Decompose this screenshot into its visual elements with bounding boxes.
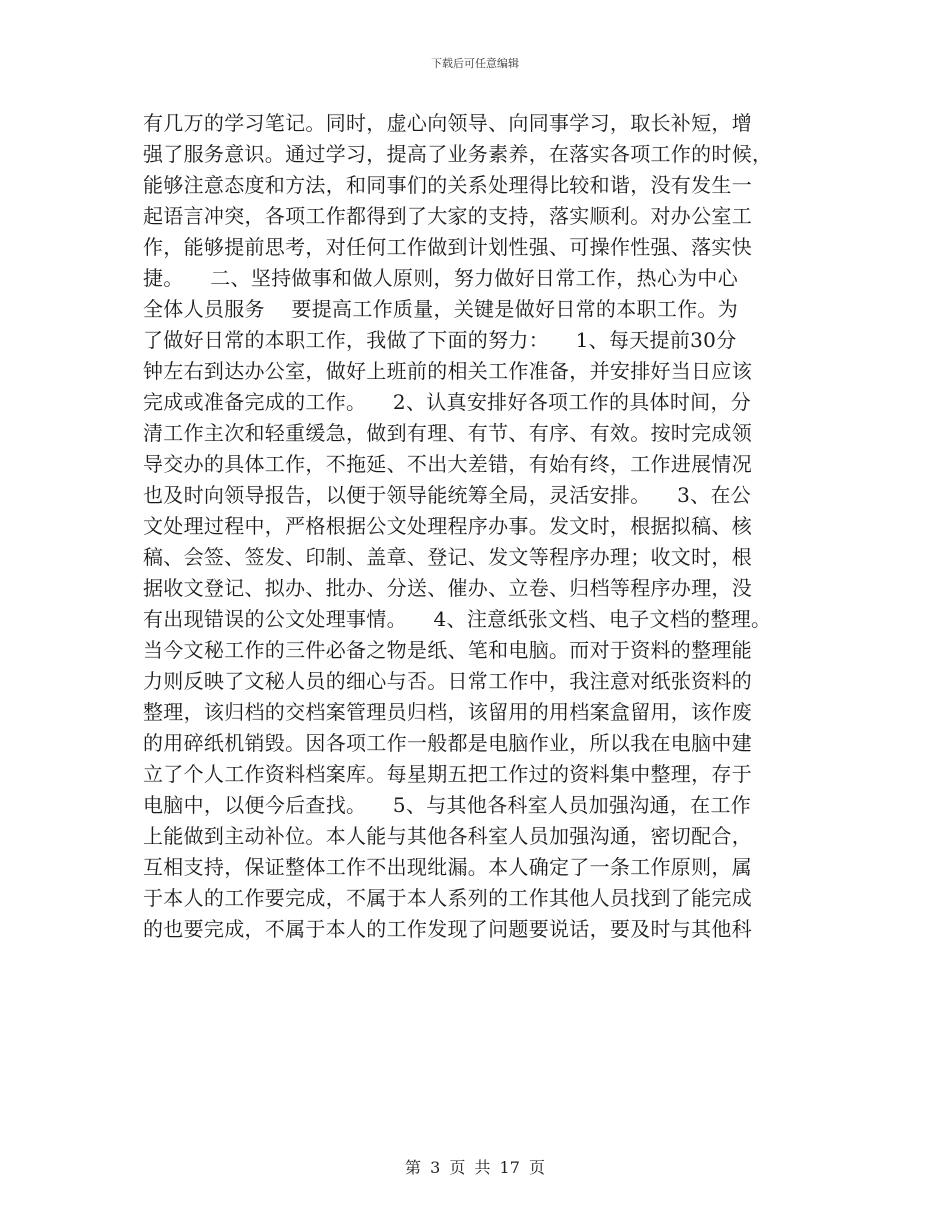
text-line: 互相支持，保证整体工作不出现纰漏。本人确定了一条工作原则，属 bbox=[143, 855, 752, 879]
text-line: 钟左右到达办公室，做好上班前的相关工作准备，并安排好当日应该 bbox=[143, 359, 752, 383]
text-line: 当今文秘工作的三件必备之物是纸、笔和电脑。而对于资料的整理能 bbox=[143, 638, 752, 662]
text-line: 了做好日常的本职工作，我做了下面的努力： 1、每天提前30分 bbox=[143, 328, 737, 352]
text-line: 也及时向领导报告，以便于领导能统筹全局，灵活安排。 3、在公 bbox=[143, 483, 752, 507]
document-body bbox=[143, 108, 813, 945]
text-line: 稿、会签、签发、印制、盖章、登记、发文等程序办理；收文时，根 bbox=[143, 545, 752, 569]
text-line: 整理，该归档的交档案管理员归档，该留用的用档案盒留用，该作废 bbox=[143, 700, 752, 724]
text-line: 文处理过程中，严格根据公文处理程序办事。发文时，根据拟稿、核 bbox=[143, 514, 752, 538]
text-line: 起语言冲突，各项工作都得到了大家的支持，落实顺利。对办公室工 bbox=[143, 204, 752, 228]
text-line: 立了个人工作资料档案库。每星期五把工作过的资料集中整理，存于 bbox=[143, 762, 752, 786]
text-line: 作，能够提前思考，对任何工作做到计划性强、可操作性强、落实快 bbox=[143, 235, 752, 259]
text-line: 据收文登记、拟办、批办、分送、催办、立卷、归档等程序办理，没 bbox=[143, 576, 752, 600]
text-line: 有出现错误的公文处理事情。 4、注意纸张文档、电子文档的整理。 bbox=[143, 607, 772, 631]
text-line: 有几万的学习笔记。同时，虚心向领导、向同事学习，取长补短，增 bbox=[143, 111, 752, 135]
text-line: 捷。 二、坚持做事和做人原则，努力做好日常工作，热心为中心 bbox=[143, 266, 739, 290]
text-line: 的用碎纸机销毁。因各项工作一般都是电脑作业，所以我在电脑中建 bbox=[143, 731, 752, 755]
text-line: 上能做到主动补位。本人能与其他各科室人员加强沟通，密切配合， bbox=[143, 824, 752, 848]
page-header: 下载后可任意编辑 bbox=[431, 57, 519, 70]
text-line: 强了服务意识。通过学习，提高了业务素养，在落实各项工作的时候， bbox=[143, 142, 773, 166]
text-line: 力则反映了文秘人员的细心与否。日常工作中，我注意对纸张资料的 bbox=[143, 669, 752, 693]
text-line: 完成或准备完成的工作。 2、认真安排好各项工作的具体时间，分 bbox=[143, 390, 752, 414]
text-line: 全体人员服务 要提高工作质量，关键是做好日常的本职工作。为 bbox=[143, 297, 739, 321]
text-line: 导交办的具体工作，不拖延、不出大差错，有始有终，工作进展情况 bbox=[143, 452, 752, 476]
text-line: 能够注意态度和方法，和同事们的关系处理得比较和谐，没有发生一 bbox=[143, 173, 752, 197]
text-line: 的也要完成，不属于本人的工作发现了问题要说话，要及时与其他科 bbox=[143, 917, 752, 941]
page-footer: 第 3 页 共 17 页 bbox=[405, 1158, 545, 1177]
text-line: 于本人的工作要完成，不属于本人系列的工作其他人员找到了能完成 bbox=[143, 886, 752, 910]
text-line: 电脑中，以便今后查找。 5、与其他各科室人员加强沟通，在工作 bbox=[143, 793, 752, 817]
text-line: 清工作主次和轻重缓急，做到有理、有节、有序、有效。按时完成领 bbox=[143, 421, 752, 445]
